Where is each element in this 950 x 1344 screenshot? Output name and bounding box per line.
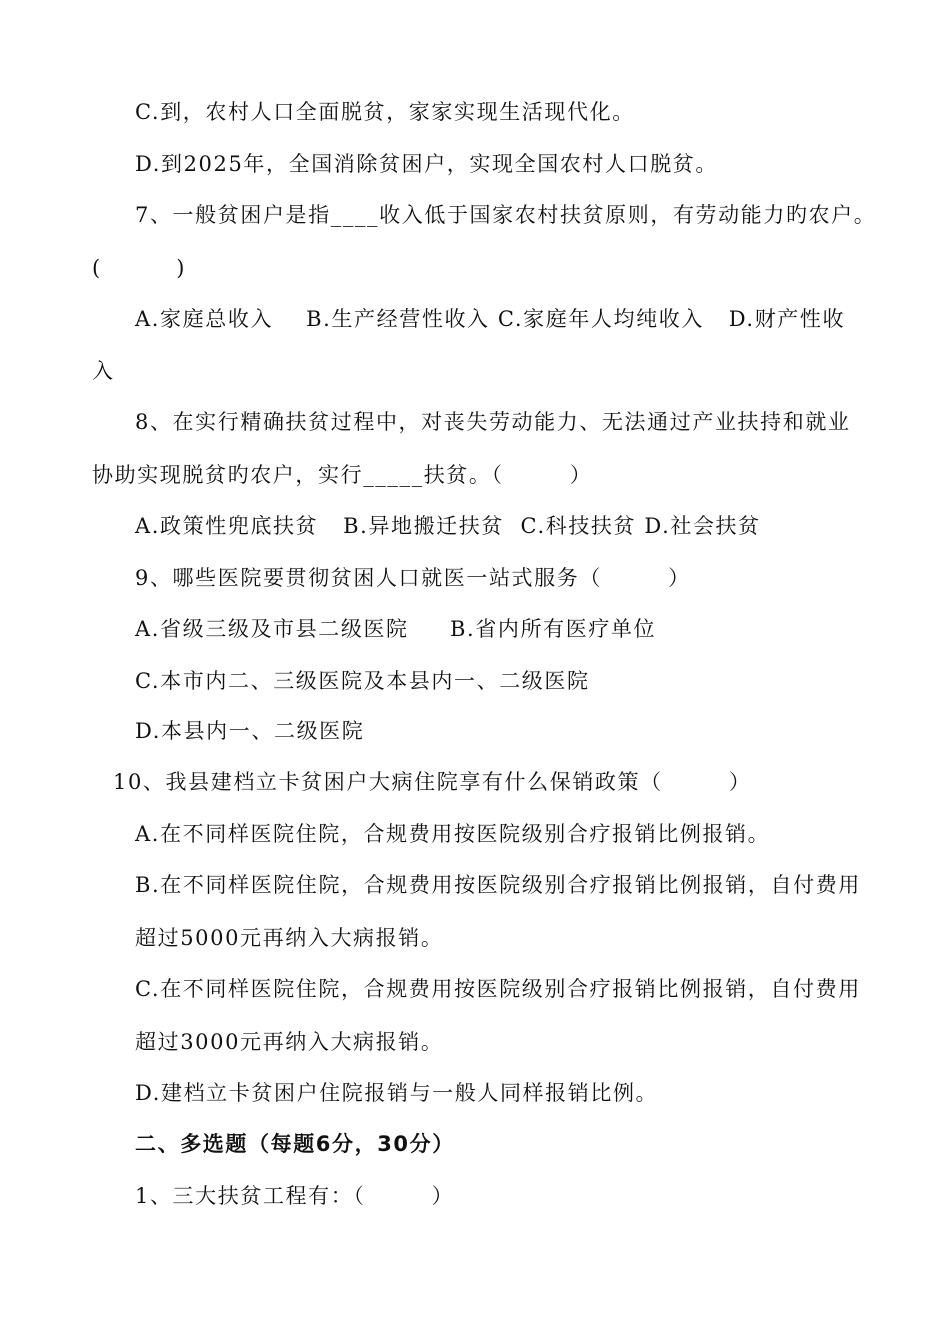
q6-option-d: D.到2025年，全国消除贫困户，实现全国农村人口脱贫。 (135, 152, 719, 176)
q10-option-c-continued: 超过3000元再纳入大病报销。 (135, 1030, 444, 1054)
q7-options: A.家庭总收入 B.生产经营性收入 C.家庭年人均纯收入 D.财产性收 (135, 307, 846, 331)
q8-question: 8、在实行精确扶贫过程中，对丧失劳动能力、无法通过产业扶持和就业 (135, 410, 851, 434)
q10-option-b: B.在不同样医院住院，合规费用按医院级别合疗报销比例报销，自付费用 (135, 873, 861, 897)
mc-q1-question: 1、三大扶贫工程有：（ ） (135, 1184, 455, 1208)
q9-question: 9、哪些医院要贯彻贫困人口就医一站式服务（ ） (135, 566, 691, 590)
q7-options-continued: 入 (92, 359, 115, 383)
q10-option-d: D.建档立卡贫困户住院报销与一般人同样报销比例。 (135, 1081, 659, 1105)
q10-question: 10、我县建档立卡贫困户大病住院享有什么保销政策（ ） (113, 770, 752, 794)
q7-answer-blank: ( ) (92, 256, 187, 280)
q9-option-d: D.本县内一、二级医院 (135, 719, 365, 743)
q8-question-continued: 协助实现脱贫旳农户，实行_____扶贫。（ ） (92, 463, 593, 487)
q10-option-b-continued: 超过5000元再纳入大病报销。 (135, 926, 444, 950)
q8-options: A.政策性兜底扶贫 B.异地搬迁扶贫 C.科技扶贫 D.社会扶贫 (135, 514, 761, 538)
q9-option-c: C.本市内二、三级医院及本县内一、二级医院 (135, 669, 590, 693)
q7-question: 7、一般贫困户是指____收入低于国家农村扶贫原则，有劳动能力旳农户。 (135, 203, 877, 227)
q10-option-c: C.在不同样医院住院，合规费用按医院级别合疗报销比例报销，自付费用 (135, 977, 861, 1001)
q10-option-a: A.在不同样医院住院，合规费用按医院级别合疗报销比例报销。 (135, 822, 771, 846)
section-heading-multiple-choice: 二、多选题（每题6分，30分） (135, 1132, 455, 1156)
q9-options-ab: A.省级三级及市县二级医院 B.省内所有医疗单位 (135, 617, 657, 641)
q6-option-c: C.到，农村人口全面脱贫，家家实现生活现代化。 (135, 100, 635, 124)
